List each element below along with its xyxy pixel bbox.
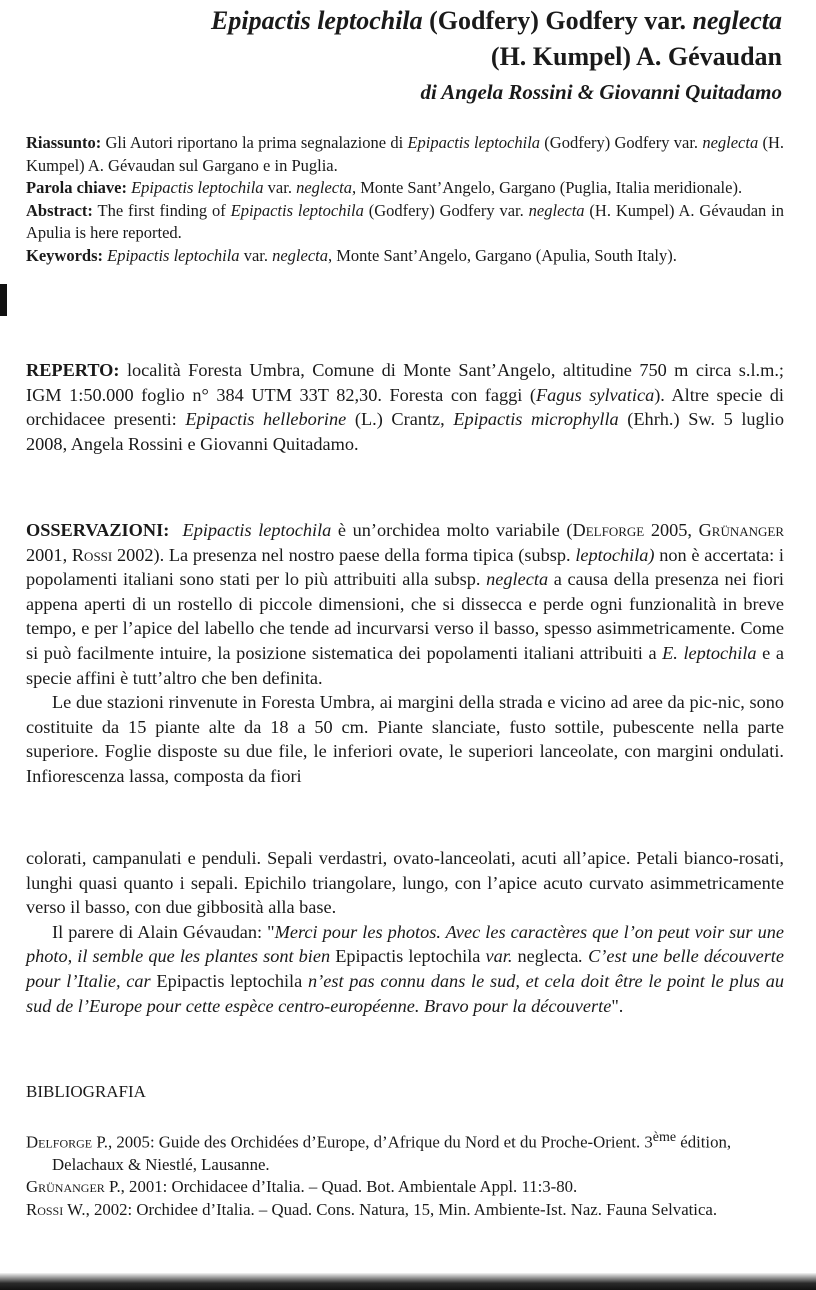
bib-entry-delforge: Delforge P., 2005: Guide des Orchidées d’Europe, d’Afrique du Nord et du Proche-Orient. 3ème édition, Delachaux & Niestlé, Lausanne. (26, 1130, 732, 1174)
abstract-en: Abstract: The first finding of Epipactis leptochila (Godfery) Godfery var. neglecta (H. Kumpel) A. Gévaudan in Apulia is here reported. (26, 200, 785, 243)
summary-block (26, 132, 784, 268)
bib-entry-rossi: Rossi W., 2002: Orchidee d’Italia. – Quad. Cons. Natura, 15, Min. Ambiente-Ist. Naz. Fauna Selvatica. (26, 1199, 718, 1219)
osservazioni-label: OSSERVAZIONI: (26, 520, 170, 540)
title-authority: (Godfery) Godfery var. (422, 6, 693, 35)
page-edge-marker (0, 284, 7, 316)
riassunto: Riassunto: Gli Autori riportano la prima segnalazione di Epipactis leptochila (Godfery) Godfery var. neglecta (H. Kumpel) A. Gévaudan sul Gargano e in Puglia. (26, 133, 784, 175)
bibliography-heading: BIBLIOGRAFIA (26, 1082, 146, 1101)
title-variety: neglecta (692, 6, 782, 35)
description-continued (26, 846, 784, 1018)
scan-bottom-edge (0, 1273, 816, 1290)
parola-chiave: Parola chiave: Epipactis leptochila var. neglecta, Monte Sant’Angelo, Gargano (Puglia, Italia meridionale). (26, 178, 743, 198)
osservazioni-p3: colorati, campanulati e penduli. Sepali verdastri, ovato-lanceolati, acuti all’apice. Petali bianco-rosati, lunghi quasi quanto i sepali. Epichilo triangolare, lungo, con l’apice acuto curvato asimmetricamente verso il basso, con due gibbosità alla base. (26, 848, 784, 918)
title-species: Epipactis leptochila (211, 6, 423, 35)
osservazioni-p1: OSSERVAZIONI: Epipactis leptochila è un’orchidea molto variabile (Delforge 2005, Grünanger 2001, Rossi 2002). La presenza nel nostro paese della forma tipica (subsp. leptochila) non è accertata: i popolamenti italiani sono stati per lo più attribuiti alla subsp. neglecta a causa della presenza nei fiori appena aperti di un rostello di piccole dimensioni, che si dissecca e perde ogni funzionalità in breve tempo, e per l’apice del labello che tende ad incurvarsi verso il basso, spesso asimmetricamente. Come si può facilmente intuire, la posizione sistematica dei popolamenti italiani attribuiti a E. leptochila e a specie affini è tutt’altro che ben definita. (26, 520, 785, 688)
keywords: Keywords: Epipactis leptochila var. neglecta, Monte Sant’Angelo, Gargano (Apulia, South Italy). (26, 245, 677, 265)
reperto-section: REPERTO: località Foresta Umbra, Comune di Monte Sant’Angelo, altitudine 750 m circa s.l.m.; IGM 1:50.000 foglio n° 384 UTM 33T 82,30. Foresta con faggi (Fagus sylvatica). Altre specie di orchidacee presenti: Epipactis helleborine (L.) Crantz, Epipactis microphylla (Ehrh.) Sw. 5 luglio 2008, Angela Rossini e Giovanni Quitadamo. (26, 360, 784, 454)
bib-entry-grunanger: Grünanger P., 2001: Orchidacee d’Italia. – Quad. Bot. Ambientale Appl. 11:3-80. (26, 1177, 578, 1197)
osservazioni-p2: Le due stazioni rinvenute in Foresta Umbra, ai margini della strada e vicino ad aree da pic-nic, sono costituite da 15 piante alte da 18 a 50 cm. Piante slanciate, fusto sottile, pubescente nella parte superiore. Foglie disposte su due file, le inferiori ovate, le superiori lanceolate, con margini ondulati. Infiorescenza lassa, composta da fiori (26, 692, 784, 786)
bibliography-list (26, 1127, 786, 1221)
title-line-2: (H. Kumpel) A. Gévaudan (490, 42, 782, 71)
osservazioni-section (26, 518, 784, 789)
title-line-1 (211, 6, 782, 36)
authors: di Angela Rossini & Giovanni Quitadamo (420, 80, 782, 104)
reperto-label: REPERTO: (26, 360, 120, 380)
gevaudan-quote: Il parere di Alain Gévaudan: "Merci pour les photos. Avec les caractères que l’on peut voir sur une photo, il semble que les plantes sont bien Epipactis leptochila var. neglecta. C’est une belle découverte pour l’Italie, car Epipactis leptochila n’est pas connu dans le sud, et cela doit être le point le plus au sud de l’Europe pour cette espèce centro-européenne. Bravo pour la découverte". (26, 921, 785, 1016)
